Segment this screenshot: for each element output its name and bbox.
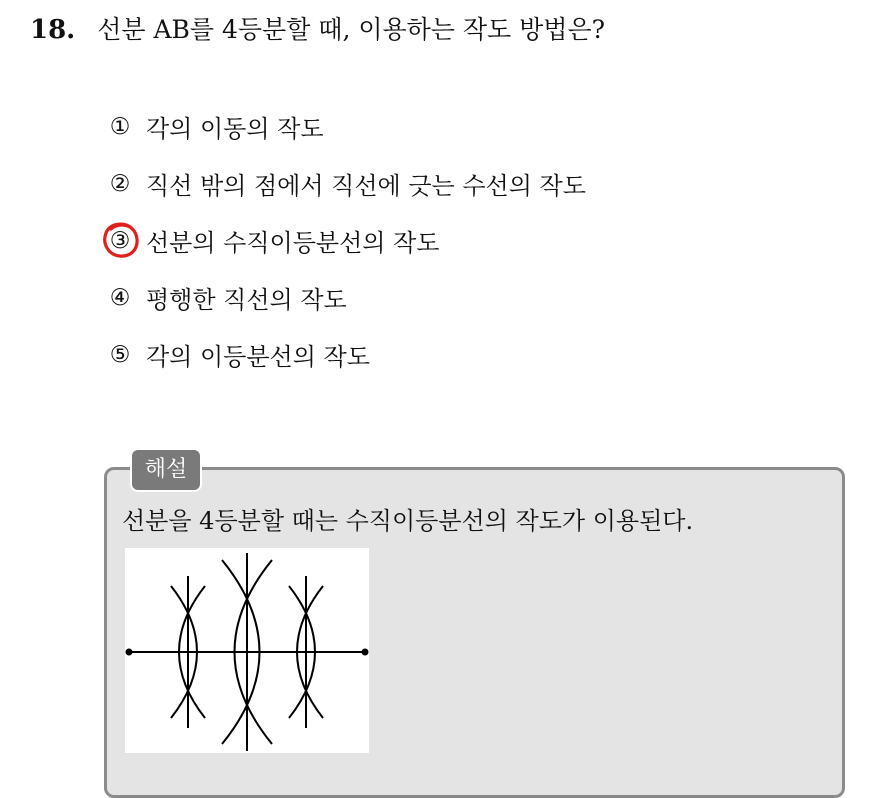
construction-figure bbox=[125, 548, 369, 753]
bisector-construction-diagram bbox=[125, 548, 369, 753]
option-3[interactable] bbox=[108, 212, 586, 269]
option-5[interactable] bbox=[108, 326, 586, 383]
option-list bbox=[108, 98, 586, 383]
question-header bbox=[30, 10, 605, 50]
option-number-glyph: ③ bbox=[109, 227, 131, 254]
option-text: 평행한 직선의 작도 bbox=[146, 286, 347, 314]
option-number: ④ bbox=[109, 284, 131, 311]
option-number: ② bbox=[109, 170, 131, 197]
option-4[interactable] bbox=[108, 269, 586, 326]
option-1[interactable] bbox=[108, 98, 586, 155]
option-text: 직선 밖의 점에서 직선에 긋는 수선의 작도 bbox=[146, 172, 586, 200]
explanation-label: 해설 bbox=[130, 448, 202, 492]
option-number-marked bbox=[108, 228, 132, 254]
option-text: 각의 이동의 작도 bbox=[146, 115, 324, 143]
option-text: 선분의 수직이등분선의 작도 bbox=[146, 229, 440, 257]
question-text: 선분 AB를 4등분할 때, 이용하는 작도 방법은? bbox=[97, 15, 605, 44]
option-number: ⑤ bbox=[109, 341, 131, 368]
explanation-text: 선분을 4등분할 때는 수직이등분선의 작도가 이용된다. bbox=[122, 507, 694, 535]
option-2[interactable] bbox=[108, 155, 586, 212]
endpoint-a bbox=[126, 649, 133, 656]
answer-circle-mark-icon bbox=[100, 219, 142, 261]
option-text: 각의 이등분선의 작도 bbox=[146, 343, 370, 371]
option-number: ① bbox=[109, 113, 131, 140]
question-number: 18. bbox=[30, 15, 76, 45]
endpoint-b bbox=[362, 649, 369, 656]
